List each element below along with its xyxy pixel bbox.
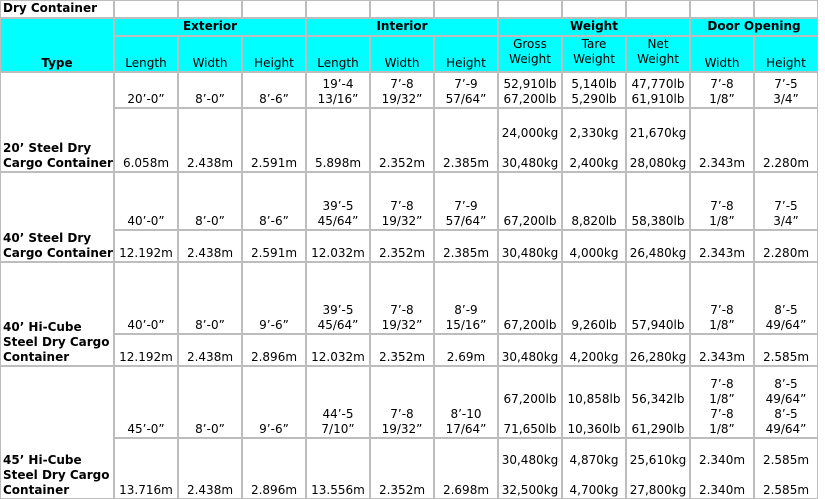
subheader-ext-length: Length (114, 36, 178, 72)
data-cell: 7’-9 57/64” (434, 172, 498, 230)
subheader-int-width: Width (370, 36, 434, 72)
data-cell: 8’-0” (178, 366, 242, 438)
data-cell: 13.716m (114, 438, 178, 499)
data-cell: 8,820lb (562, 172, 626, 230)
data-cell: 7’-8 19/32” (370, 262, 434, 334)
data-cell: 2.438m (178, 230, 242, 262)
data-cell: 67,200lb (498, 172, 562, 230)
data-cell: 5.898m (306, 108, 370, 172)
data-cell: 7’-8 19/32” (370, 366, 434, 438)
data-cell: 30,480kg 32,500kg (498, 438, 562, 499)
data-cell: 6.058m (114, 108, 178, 172)
data-cell: 7’-9 57/64” (434, 72, 498, 108)
data-cell: 9’-6” (242, 262, 306, 334)
header-interior: Interior (306, 18, 498, 36)
type-cell: 45’ Hi-Cube Steel Dry Cargo Container (0, 366, 114, 499)
data-cell: 8’-0” (178, 262, 242, 334)
data-cell: 7’-8 1/8” 7’-8 1/8” (690, 366, 754, 438)
blank-cell (690, 0, 754, 18)
data-cell: 9,260lb (562, 262, 626, 334)
type-cell: 20’ Steel Dry Cargo Container (0, 72, 114, 172)
data-cell: 2.280m (754, 230, 818, 262)
blank-cell (242, 0, 306, 18)
data-cell: 67,200lb 71,650lb (498, 366, 562, 438)
data-cell: 58,380lb (626, 172, 690, 230)
data-cell: 2.591m (242, 108, 306, 172)
data-cell: 2.896m (242, 438, 306, 499)
blank-cell (306, 0, 370, 18)
type-cell: 40’ Steel Dry Cargo Container (0, 172, 114, 262)
data-cell: 2.352m (370, 438, 434, 499)
header-door-opening: Door Opening (690, 18, 818, 36)
blank-cell (114, 0, 178, 18)
data-cell: 12.032m (306, 334, 370, 366)
data-cell: 2.343m (690, 108, 754, 172)
data-cell: 2,330kg 2,400kg (562, 108, 626, 172)
data-cell: 8’-10 17/64” (434, 366, 498, 438)
blank-cell (498, 0, 562, 18)
blank-cell (626, 0, 690, 18)
subheader-ext-height: Height (242, 36, 306, 72)
data-cell: 2.280m (754, 108, 818, 172)
data-cell: 30,480kg (498, 230, 562, 262)
data-cell: 19’-4 13/16” (306, 72, 370, 108)
data-cell: 2.352m (370, 334, 434, 366)
data-cell: 8’-5 49/64” (754, 262, 818, 334)
data-cell: 25,610kg 27,800kg (626, 438, 690, 499)
data-cell: 2.340m 2.340m (690, 438, 754, 499)
data-cell: 12.032m (306, 230, 370, 262)
data-cell: 2.69m (434, 334, 498, 366)
data-cell: 5,140lb 5,290lb (562, 72, 626, 108)
data-cell: 26,480kg (626, 230, 690, 262)
data-cell: 45’-0” (114, 366, 178, 438)
subheader-ext-width: Width (178, 36, 242, 72)
header-type: Type (0, 18, 114, 72)
data-cell: 40’-0” (114, 172, 178, 230)
data-cell: 8’-5 49/64” 8’-5 49/64” (754, 366, 818, 438)
data-cell: 8’-9 15/16” (434, 262, 498, 334)
subheader-tare-weight: Tare Weight (562, 36, 626, 72)
data-cell: 13.556m (306, 438, 370, 499)
data-cell: 21,670kg 28,080kg (626, 108, 690, 172)
subheader-int-height: Height (434, 36, 498, 72)
data-cell: 44’-5 7/10” (306, 366, 370, 438)
data-cell: 2.343m (690, 334, 754, 366)
blank-cell (754, 0, 818, 18)
subheader-int-length: Length (306, 36, 370, 72)
data-cell: 2.352m (370, 230, 434, 262)
data-cell: 39’-5 45/64” (306, 262, 370, 334)
data-cell: 12.192m (114, 230, 178, 262)
data-cell: 2.591m (242, 230, 306, 262)
data-cell: 8’-6” (242, 172, 306, 230)
data-cell: 2.585m (754, 334, 818, 366)
data-cell: 2.698m (434, 438, 498, 499)
data-cell: 56,342lb 61,290lb (626, 366, 690, 438)
data-cell: 57,940lb (626, 262, 690, 334)
data-cell: 7’-8 1/8” (690, 262, 754, 334)
data-cell: 8’-6” (242, 72, 306, 108)
blank-cell (562, 0, 626, 18)
data-cell: 7’-8 19/32” (370, 172, 434, 230)
data-cell: 24,000kg 30,480kg (498, 108, 562, 172)
type-cell: 40’ Hi-Cube Steel Dry Cargo Container (0, 262, 114, 366)
data-cell: 52,910lb 67,200lb (498, 72, 562, 108)
subheader-door-width: Width (690, 36, 754, 72)
data-cell: 4,870kg 4,700kg (562, 438, 626, 499)
data-cell: 12.192m (114, 334, 178, 366)
sheet-title: Dry Container (0, 0, 114, 18)
data-cell: 2.352m (370, 108, 434, 172)
blank-cell (370, 0, 434, 18)
subheader-door-height: Height (754, 36, 818, 72)
data-cell: 8’-0” (178, 172, 242, 230)
data-cell: 2.896m (242, 334, 306, 366)
data-cell: 7’-8 1/8” (690, 172, 754, 230)
header-weight: Weight (498, 18, 690, 36)
data-cell: 7’-5 3/4” (754, 72, 818, 108)
data-cell: 2.343m (690, 230, 754, 262)
blank-cell (178, 0, 242, 18)
subheader-net-weight: Net Weight (626, 36, 690, 72)
data-cell: 2.438m (178, 108, 242, 172)
data-cell: 2.385m (434, 108, 498, 172)
blank-cell (434, 0, 498, 18)
data-cell: 47,770lb 61,910lb (626, 72, 690, 108)
data-cell: 40’-0” (114, 262, 178, 334)
data-cell: 9’-6” (242, 366, 306, 438)
data-cell: 20’-0” (114, 72, 178, 108)
data-cell: 2.385m (434, 230, 498, 262)
data-cell: 7’-5 3/4” (754, 172, 818, 230)
data-cell: 30,480kg (498, 334, 562, 366)
data-cell: 2.438m (178, 334, 242, 366)
data-cell: 4,000kg (562, 230, 626, 262)
data-cell: 4,200kg (562, 334, 626, 366)
data-cell: 39’-5 45/64” (306, 172, 370, 230)
data-cell: 2.438m (178, 438, 242, 499)
data-cell: 26,280kg (626, 334, 690, 366)
data-cell: 7’-8 19/32” (370, 72, 434, 108)
data-cell: 7’-8 1/8” (690, 72, 754, 108)
data-cell: 67,200lb (498, 262, 562, 334)
data-cell: 2.585m 2.585m (754, 438, 818, 499)
header-exterior: Exterior (114, 18, 306, 36)
data-cell: 10,858lb 10,360lb (562, 366, 626, 438)
data-cell: 8’-0” (178, 72, 242, 108)
subheader-gross-weight: Gross Weight (498, 36, 562, 72)
